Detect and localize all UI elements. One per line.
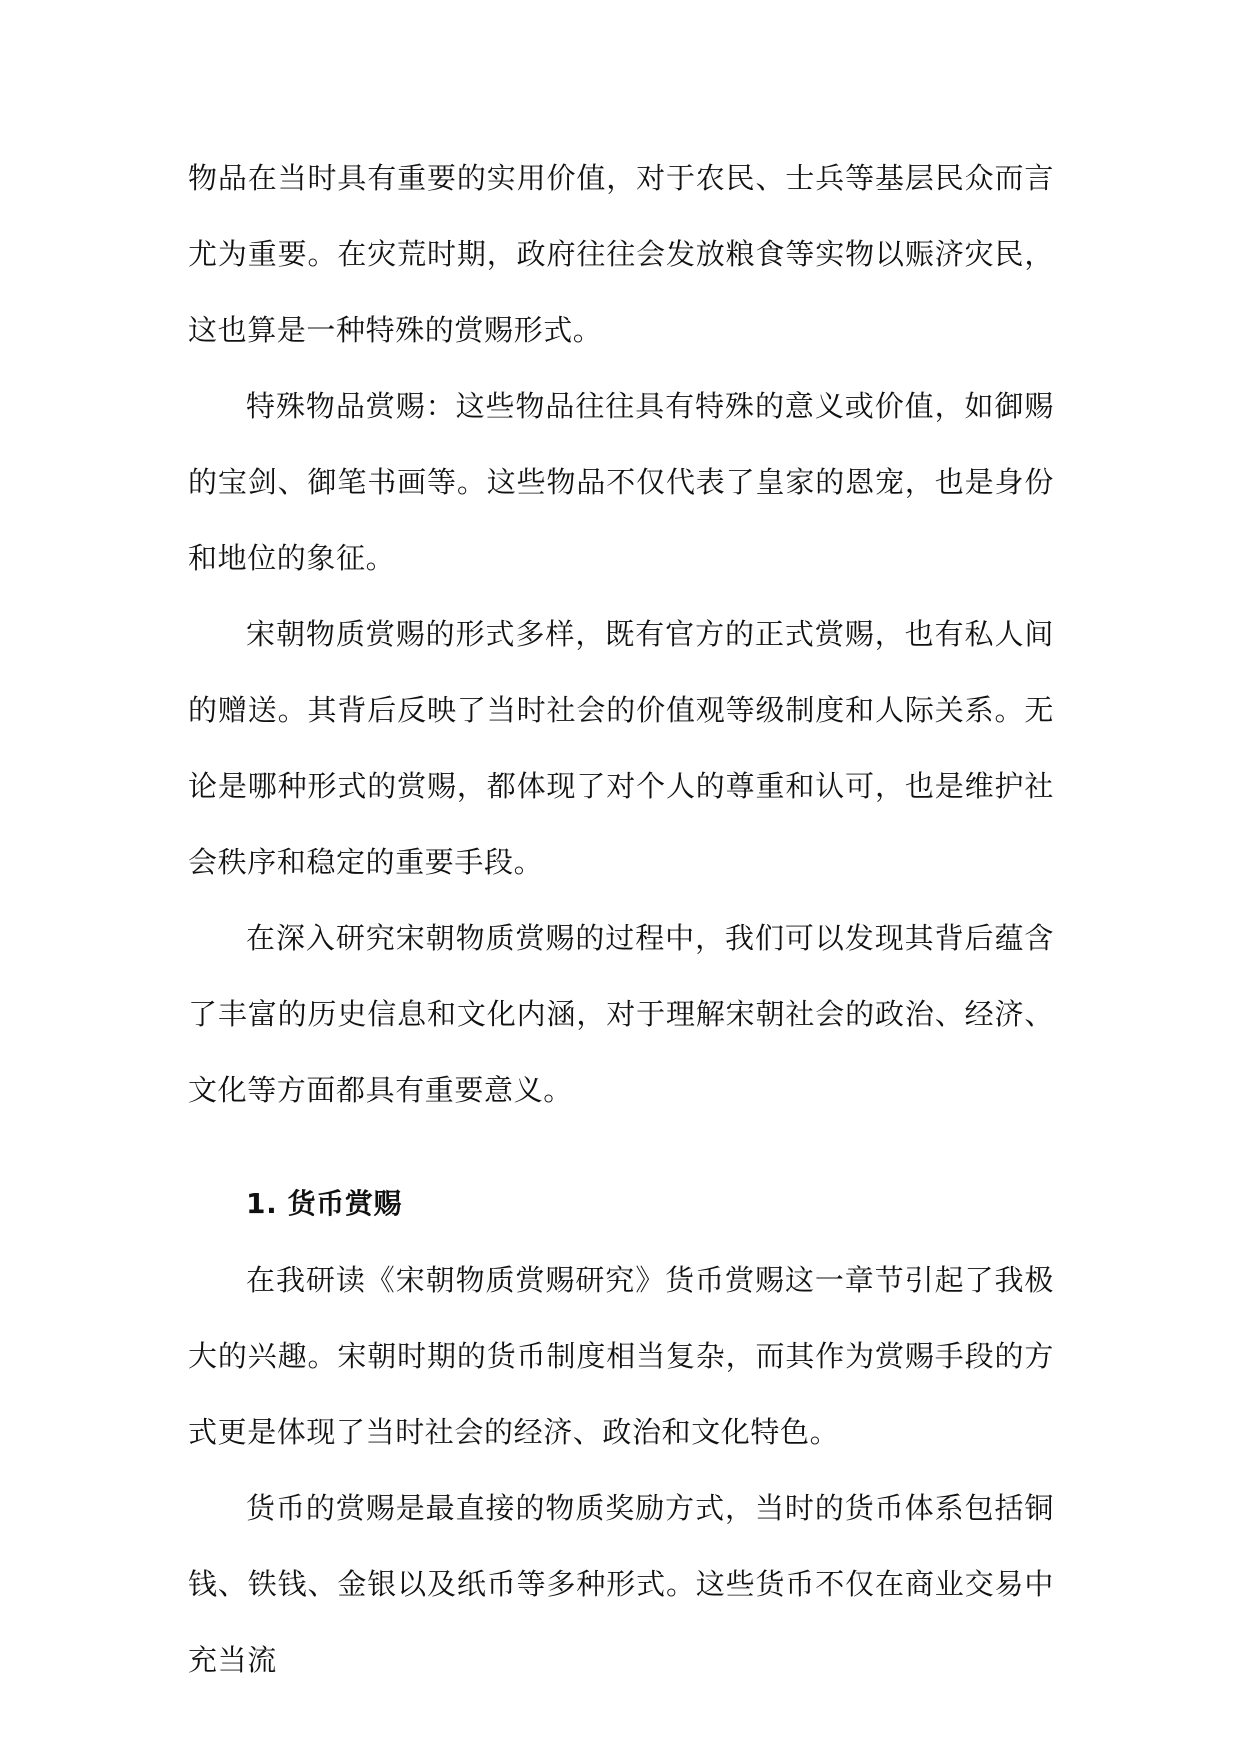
section-heading-currency-reward: 1. 货币赏赐 [246,1187,403,1220]
paragraph-currency-system: 货币的赏赐是最直接的物质奖励方式，当时的货币体系包括铜钱、铁钱、金银以及纸币等多种形式。这些货币不仅在商业交易中充当流 [188,1491,1054,1677]
paragraph-significance: 在深入研究宋朝物质赏赐的过程中，我们可以发现其背后蕴含了丰富的历史信息和文化内涵，对于理解宋朝社会的政治、经济、文化等方面都具有重要意义。 [188,921,1054,1107]
paragraph-forms-of-reward: 宋朝物质赏赐的形式多样，既有官方的正式赏赐，也有私人间的赠送。其背后反映了当时社会的价值观等级制度和人际关系。无论是哪种形式的赏赐，都体现了对个人的尊重和认可，也是维护社会秩序和稳定的重要手段。 [188,617,1054,879]
paragraph-special-items: 特殊物品赏赐：这些物品往往具有特殊的意义或价值，如御赐的宝剑、御笔书画等。这些物品不仅代表了皇家的恩宠，也是身份和地位的象征。 [188,389,1054,575]
paragraph-continued: 物品在当时具有重要的实用价值，对于农民、士兵等基层民众而言尤为重要。在灾荒时期，政府往往会发放粮食等实物以赈济灾民，这也算是一种特殊的赏赐形式。 [188,161,1054,347]
document-body [188,140,1054,1698]
paragraph-currency-intro: 在我研读《宋朝物质赏赐研究》货币赏赐这一章节引起了我极大的兴趣。宋朝时期的货币制度相当复杂，而其作为赏赐手段的方式更是体现了当时社会的经济、政治和文化特色。 [188,1263,1054,1449]
